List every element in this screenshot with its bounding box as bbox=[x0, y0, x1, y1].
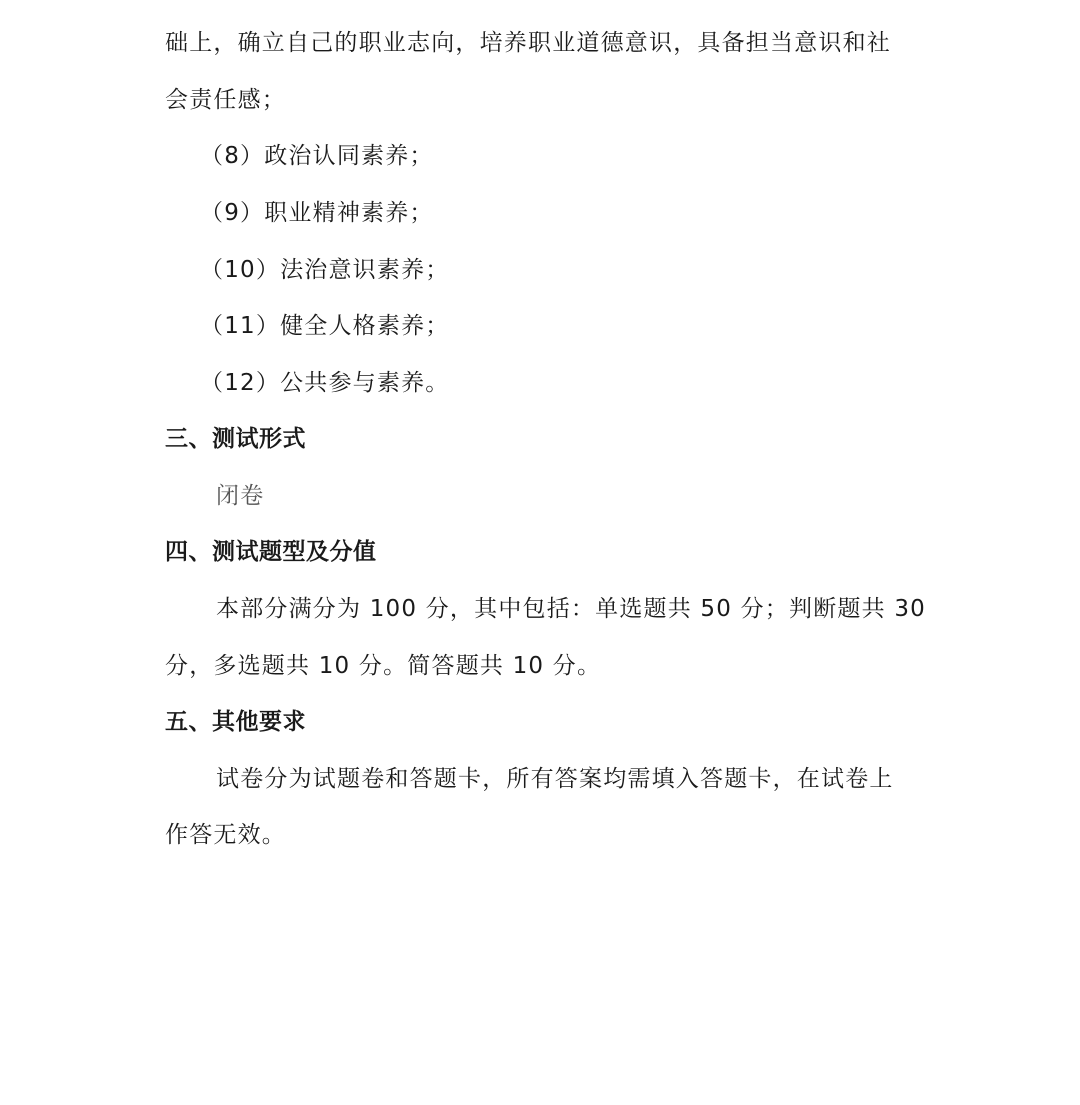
literacy-item: （10）法治意识素养； bbox=[200, 257, 450, 283]
literacy-item: （11）健全人格素养； bbox=[200, 313, 450, 339]
section-body-question-types-line-1: 本部分满分为 100 分，其中包括：单选题共 50 分；判断题共 30 bbox=[216, 596, 926, 622]
section-body-question-types-line-2: 分，多选题共 10 分。简答题共 10 分。 bbox=[165, 653, 602, 679]
section-body-test-format: 闭卷 bbox=[216, 483, 265, 509]
paragraph-line-1: 础上，确立自己的职业志向，培养职业道德意识，具备担当意识和社 bbox=[165, 30, 891, 56]
section-body-other-requirements-line-1: 试卷分为试题卷和答题卡，所有答案均需填入答题卡，在试卷上 bbox=[216, 766, 894, 792]
literacy-item: （8）政治认同素养； bbox=[200, 143, 434, 169]
section-body-other-requirements-line-2: 作答无效。 bbox=[165, 822, 286, 848]
section-heading-question-types: 四、测试题型及分值 bbox=[165, 539, 377, 565]
literacy-item: （9）职业精神素养； bbox=[200, 200, 434, 226]
paragraph-line-2: 会责任感； bbox=[165, 87, 286, 113]
section-heading-test-format: 三、测试形式 bbox=[165, 426, 306, 452]
section-heading-other-requirements: 五、其他要求 bbox=[165, 709, 306, 735]
literacy-item: （12）公共参与素养。 bbox=[200, 370, 450, 396]
